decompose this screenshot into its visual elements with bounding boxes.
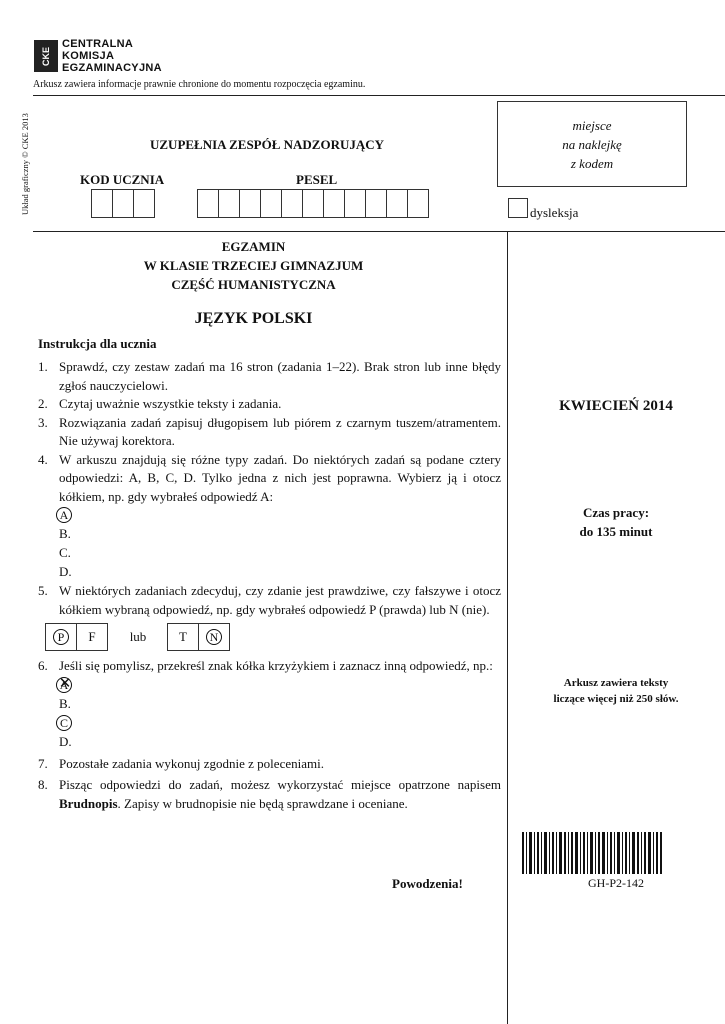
pf-cell-t: T	[167, 623, 199, 651]
pf-or: lub	[129, 628, 147, 644]
kod-ucznia-field[interactable]	[92, 189, 155, 218]
pesel-field[interactable]	[198, 189, 429, 218]
form-rule	[33, 231, 725, 232]
pesel-label: PESEL	[296, 172, 338, 187]
instruction-item: 5. W niektórych zadaniach zdecyduj, czy zdanie jest prawdziwe, czy fałszywe i otocz kółkiem wybraną odpowiedź, np. gdy wybrałeś odpowiedź P (prawda) lub N (nie).	[38, 583, 501, 617]
pesel-cell[interactable]	[239, 189, 261, 218]
instruction-item: 8. Pisząc odpowiedzi do zadań, możesz wykorzystać miejsce opatrzone napisem Brudnopis. Zapisy w brudnopisie nie będą sprawdzane i oceniane.	[38, 777, 501, 811]
pesel-cell[interactable]	[218, 189, 240, 218]
kod-cell[interactable]	[133, 189, 155, 218]
example-correction: A ✕ B. C D.	[38, 676, 501, 752]
pf-cell-p: P	[45, 623, 77, 651]
kod-ucznia-label: KOD UCZNIA	[80, 172, 165, 187]
circled-option: A	[56, 507, 72, 523]
instruction-item: 1. Sprawdź, czy zestaw zadań ma 16 stron (zadania 1–22). Brak stron lub inne błędy zgłoś nauczycielowi.	[38, 359, 501, 393]
example-true-false	[46, 623, 501, 651]
good-luck: Powodzenia!	[392, 876, 463, 891]
sheet-code: GH-P2-142	[588, 876, 644, 890]
pesel-cell[interactable]	[281, 189, 303, 218]
pesel-cell[interactable]	[323, 189, 345, 218]
kod-cell[interactable]	[91, 189, 113, 218]
instruction-item: 4. W arkuszu znajdują się różne typy zadań. Do niektórych zadań są podane cztery odpowiedzi: A, B, C, D. Tylko jedna z nich jest poprawna. Wybierz ją i otocz kółkiem, np. gdy wybrałeś odpowiedź A:	[38, 451, 501, 504]
sticker-box: miejsce na naklejkę z kodem	[497, 101, 687, 187]
pf-cell-f: F	[76, 623, 108, 651]
pf-cell-n: N	[198, 623, 230, 651]
instruction-item: 7. Pozostałe zadania wykonuj zgodnie z poleceniami.	[38, 755, 324, 771]
example-choice: A B. C. D.	[38, 506, 501, 582]
supervisor-title: UZUPEŁNIA ZESPÓŁ NADZORUJĄCY	[150, 137, 385, 152]
barcode-icon	[522, 832, 662, 874]
exam-line-3: CZĘŚĆ HUMANISTYCZNA	[171, 277, 336, 292]
instruction-item: 3. Rozwiązania zadań zapisuj długopisem lub piórem z czarnym tuszem/atramentem. Nie używaj korektora.	[38, 414, 501, 448]
top-rule	[33, 95, 725, 96]
legal-notice: Arkusz zawiera informacje prawnie chronione do momentu rozpoczęcia egzaminu.	[33, 79, 366, 90]
dyslexia-label: dysleksja	[530, 205, 579, 220]
instructions-list	[38, 358, 501, 813]
side-copyright: Układ graficzny © CKE 2013	[20, 113, 30, 215]
instruction-item: 2. Czytaj uważnie wszystkie teksty i zadania.	[38, 396, 282, 411]
pesel-cell[interactable]	[302, 189, 324, 218]
work-time: Czas pracy: do 135 minut	[579, 505, 653, 539]
pesel-cell[interactable]	[260, 189, 282, 218]
pesel-cell[interactable]	[386, 189, 408, 218]
column-divider	[507, 231, 508, 1024]
instructions-title: Instrukcja dla ucznia	[38, 336, 157, 351]
exam-line-2: W KLASIE TRZECIEJ GIMNAZJUM	[143, 258, 364, 273]
instruction-item: 6. Jeśli się pomylisz, przekreśl znak kółka krzyżykiem i zaznacz inną odpowiedź, np.:	[38, 658, 493, 673]
circled-option: C	[56, 715, 72, 731]
pesel-cell[interactable]	[197, 189, 219, 218]
cke-logo-icon: CKE	[34, 40, 58, 72]
logo-text: CENTRALNA KOMISJA EGZAMINACYJNA	[62, 38, 162, 74]
pesel-cell[interactable]	[365, 189, 387, 218]
subject-title: JĘZYK POLSKI	[194, 310, 313, 327]
dyslexia-checkbox[interactable]	[508, 198, 528, 218]
pesel-cell[interactable]	[344, 189, 366, 218]
kod-cell[interactable]	[112, 189, 134, 218]
length-note: Arkusz zawiera teksty liczące więcej niż 250 słów.	[553, 677, 679, 705]
exam-line-1: EGZAMIN	[221, 239, 286, 254]
exam-date: KWIECIEŃ 2014	[559, 398, 673, 414]
crossed-option: A ✕	[56, 677, 72, 693]
pesel-cell[interactable]	[407, 189, 429, 218]
